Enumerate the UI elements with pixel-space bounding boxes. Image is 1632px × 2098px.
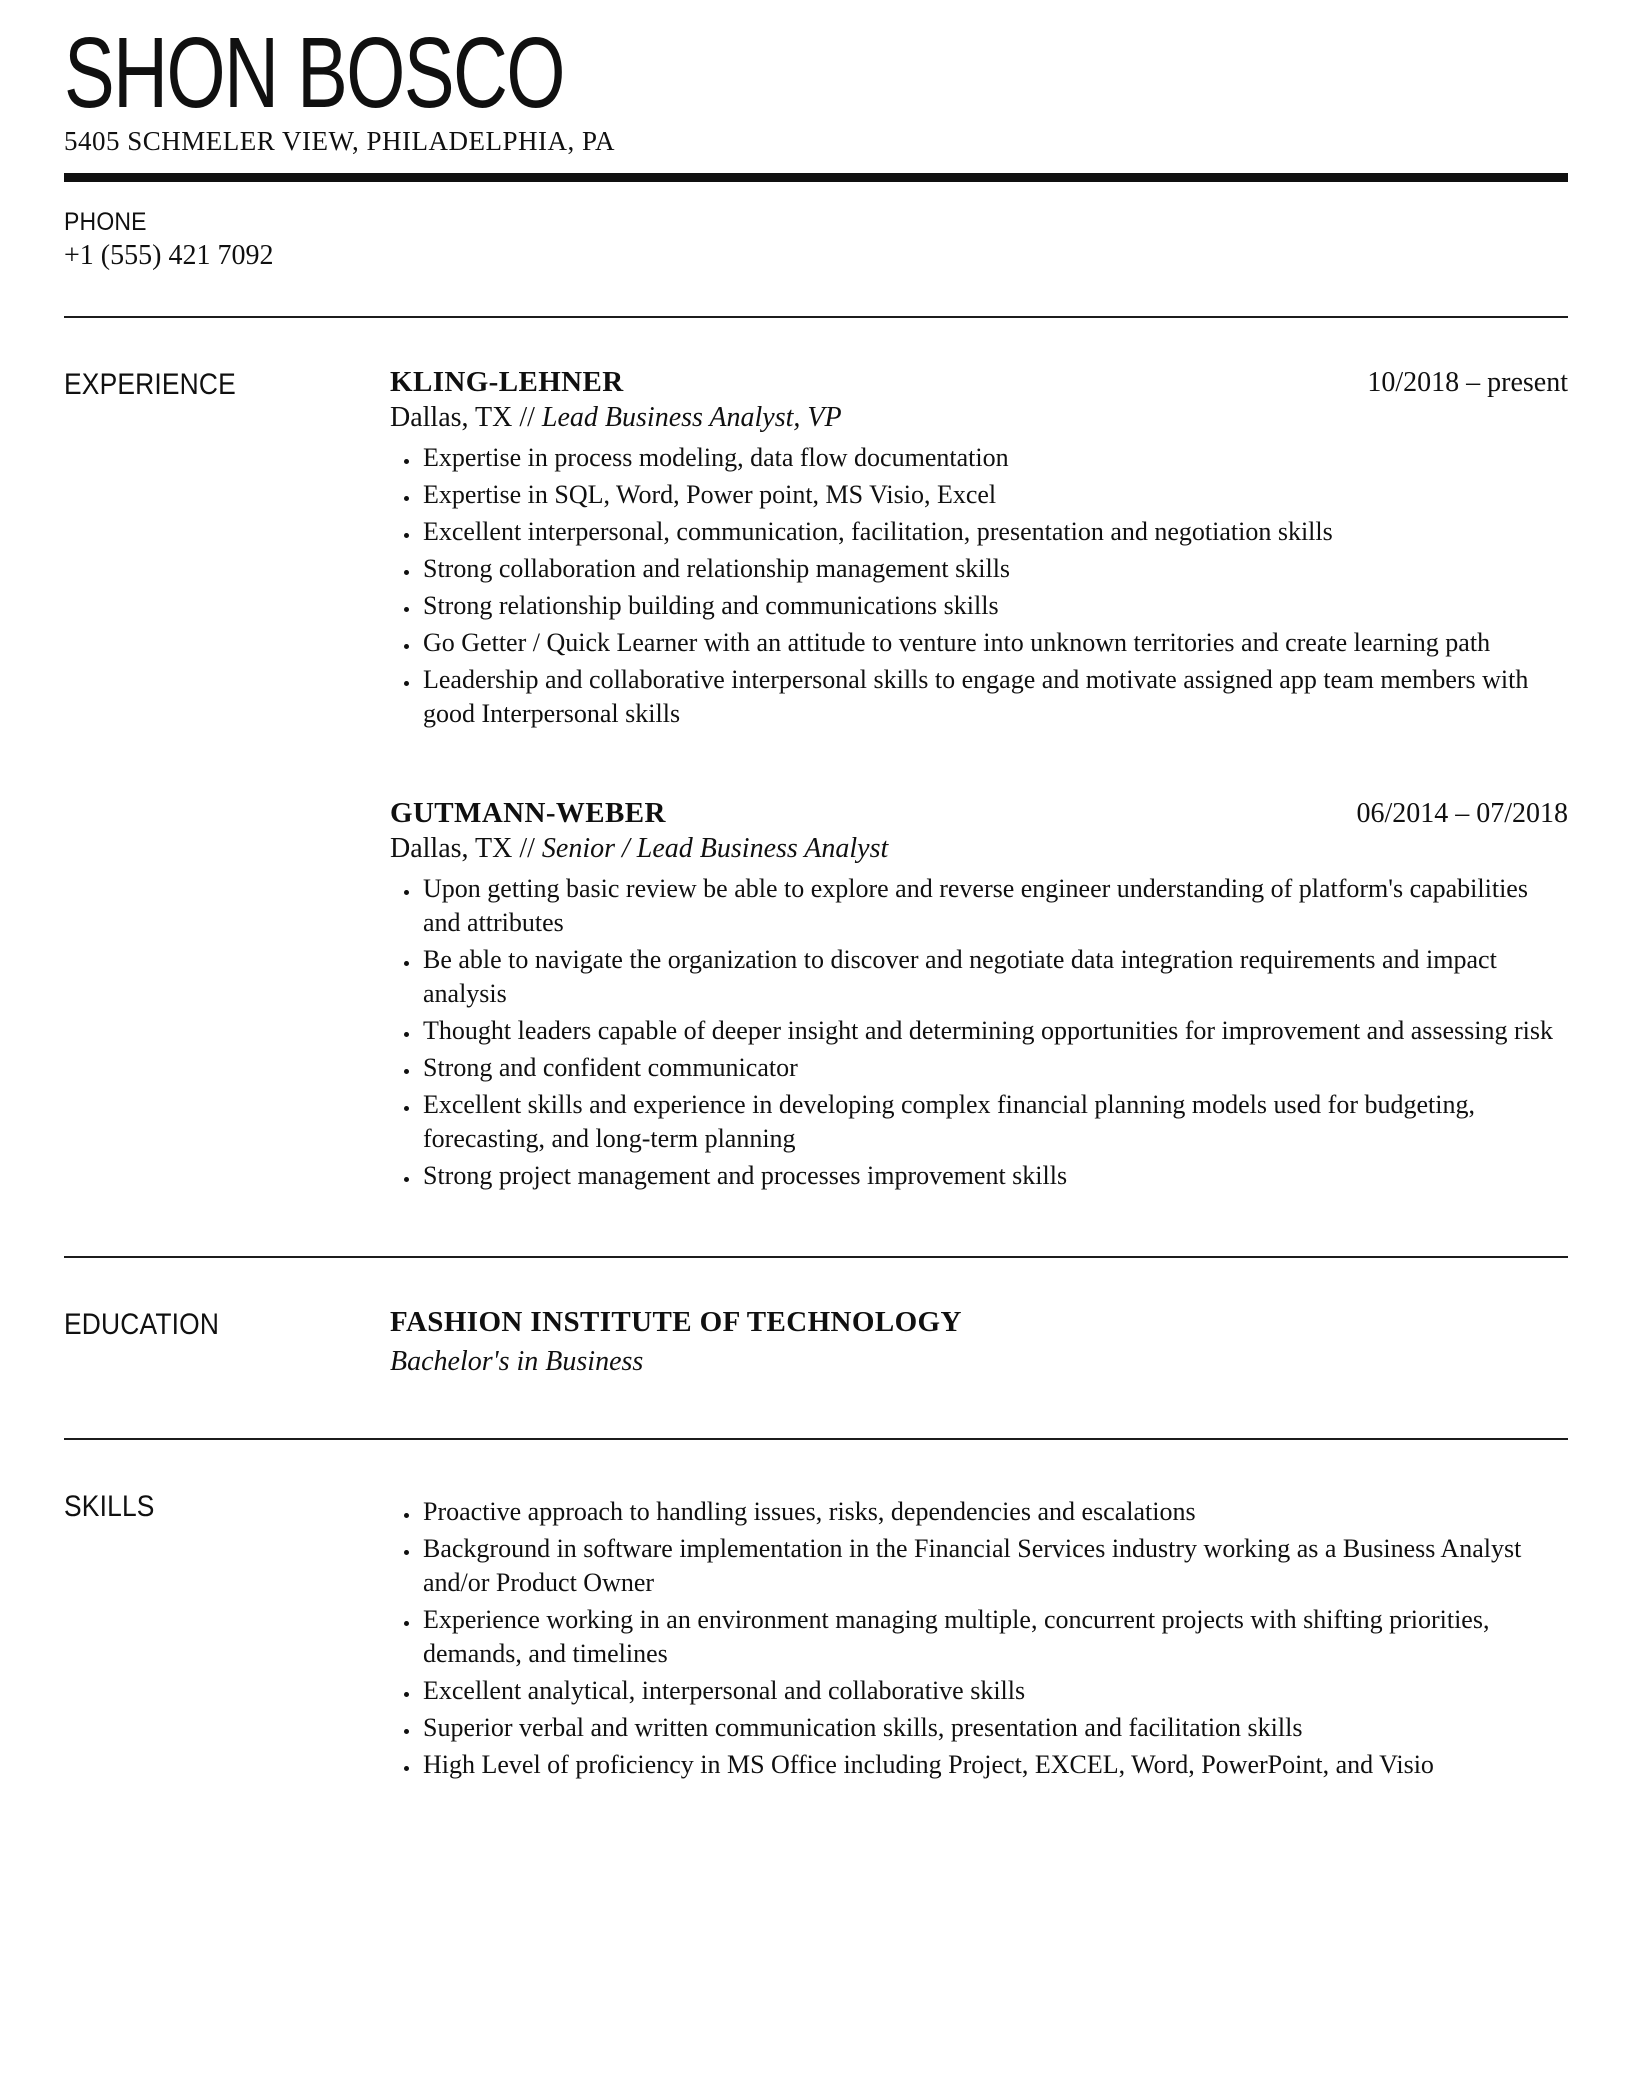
education-section [64, 1306, 1568, 1378]
skills-section [64, 1488, 1568, 1785]
job-bullet-list [390, 872, 1568, 1193]
phone-value: +1 (555) 421 7092 [64, 240, 274, 271]
school-name: FASHION INSTITUTE OF TECHNOLOGY [390, 1306, 962, 1338]
job-role: Senior / Lead Business Analyst [541, 833, 889, 864]
section-divider [64, 1438, 1568, 1440]
experience-section-label: EXPERIENCE [64, 368, 236, 401]
job-bullet-item: • Strong and confident communicator [421, 1051, 1568, 1085]
education-section-label: EDUCATION [64, 1308, 220, 1341]
job-bullet-item: • Thought leaders capable of deeper insight and determining opportunities for improvement and assessing risk [421, 1014, 1568, 1048]
experience-content [390, 366, 1568, 1196]
job-location: Dallas, TX [390, 402, 513, 433]
job-bullet-list [390, 441, 1568, 731]
job-bullet-item: • Expertise in SQL, Word, Power point, MS Visio, Excel [421, 478, 1568, 512]
job-header [390, 797, 1568, 830]
company-name: KLING-LEHNER [390, 366, 624, 398]
job-entry [390, 366, 1568, 731]
job-role: Lead Business Analyst, VP [541, 402, 842, 433]
job-bullet-item: • Excellent interpersonal, communication, facilitation, presentation and negotiation skills [421, 515, 1568, 549]
skill-bullet-item: • Proactive approach to handling issues, risks, dependencies and escalations [421, 1495, 1568, 1529]
job-bullet-item: • Strong project management and processes improvement skills [421, 1159, 1568, 1193]
phone-label: PHONE [64, 208, 147, 236]
section-divider [64, 1256, 1568, 1258]
job-bullet-item: • Strong relationship building and communications skills [421, 589, 1568, 623]
header-rule [64, 173, 1568, 182]
job-location: Dallas, TX [390, 833, 513, 864]
job-dates: 10/2018 – present [1367, 367, 1568, 398]
job-bullet-item: • Leadership and collaborative interpersonal skills to engage and motivate assigned app team members with good Interpersonal skills [421, 663, 1568, 731]
degree: Bachelor's in Business [390, 1346, 644, 1377]
job-header [390, 366, 1568, 399]
company-name: GUTMANN-WEBER [390, 797, 666, 829]
job-dates: 06/2014 – 07/2018 [1356, 798, 1568, 829]
job-subtitle [390, 402, 1568, 434]
skills-bullet-list [390, 1495, 1568, 1782]
skills-section-label: SKILLS [64, 1490, 155, 1523]
experience-section [64, 366, 1568, 1196]
skill-bullet-item: • Experience working in an environment managing multiple, concurrent projects with shifting priorities, demands, and timelines [421, 1603, 1568, 1671]
job-entry [390, 797, 1568, 1193]
section-divider [64, 316, 1568, 318]
skill-bullet-item: • Superior verbal and written communication skills, presentation and facilitation skills [421, 1711, 1568, 1745]
job-bullet-item: • Upon getting basic review be able to explore and reverse engineer understanding of platform's capabilities and attributes [421, 872, 1568, 940]
job-subtitle [390, 833, 1568, 865]
person-address: 5405 SCHMELER VIEW, PHILADELPHIA, PA [64, 126, 616, 156]
skill-bullet-item: • Excellent analytical, interpersonal and collaborative skills [421, 1674, 1568, 1708]
job-bullet-item: • Expertise in process modeling, data flow documentation [421, 441, 1568, 475]
person-name: SHON BOSCO [64, 17, 564, 129]
job-separator: // [519, 402, 535, 433]
job-bullet-item: • Be able to navigate the organization to discover and negotiate data integration requirements and impact analysis [421, 943, 1568, 1011]
job-bullet-item: • Excellent skills and experience in developing complex financial planning models used for budgeting, forecasting, and long-term planning [421, 1088, 1568, 1156]
skills-content [390, 1488, 1568, 1785]
skill-bullet-item: • High Level of proficiency in MS Office including Project, EXCEL, Word, PowerPoint, and Visio [421, 1748, 1568, 1782]
education-content [390, 1306, 1568, 1378]
job-bullet-item: • Strong collaboration and relationship management skills [421, 552, 1568, 586]
skill-bullet-item: • Background in software implementation in the Financial Services industry working as a Business Analyst and/or Product Owner [421, 1532, 1568, 1600]
job-bullet-item: • Go Getter / Quick Learner with an attitude to venture into unknown territories and create learning path [421, 626, 1568, 660]
job-separator: // [519, 833, 535, 864]
